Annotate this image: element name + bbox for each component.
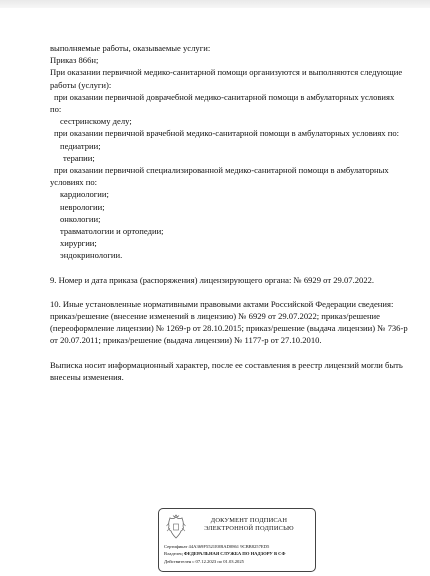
text-line: травматологии и ортопедии; xyxy=(60,226,164,237)
viewer-top-bar xyxy=(0,0,430,8)
text-line: выполняемые работы, оказываемые услуги: xyxy=(50,43,211,53)
text-line: онкологии; xyxy=(60,213,101,224)
text-line: приказ/решение (внесение изменений в лицензию) № 6929 от 29.07.2022; приказ/решение xyxy=(50,311,380,322)
text-line: 10. Иные установленные нормативными правовыми актами Российской Федерации сведения: xyxy=(50,298,394,309)
text-line: при оказании первичной специализированной медико-санитарной помощи в амбулаторных xyxy=(54,165,389,176)
order-number-line: 9. Номер и дата приказа (распоряжения) лицензирующего органа: № 6929 от 29.07.2022. xyxy=(50,274,375,285)
text-line: Приказ 866н; xyxy=(50,55,99,66)
coat-of-arms-icon xyxy=(165,514,187,540)
text-line: работы (услуги): xyxy=(50,79,112,90)
text-line: условиях по: xyxy=(50,177,98,188)
document-page xyxy=(50,42,408,383)
text-line: хирургии; xyxy=(60,238,97,249)
text-line: по: xyxy=(50,104,62,115)
stamp-title: ДОКУМЕНТ ПОДПИСАН ЭЛЕКТРОННОЙ ПОДПИСЬЮ xyxy=(204,517,294,532)
text-line: эндокринологии. xyxy=(60,250,123,261)
text-line: от 20.07.2011; приказ/решение (выдача лицензии) № 1177-р от 27.10.2010. xyxy=(50,335,322,346)
text-line: кардиологии; xyxy=(60,189,109,200)
validity-line: Действителен с 07.12.2023 по 01.03.2025 xyxy=(164,559,244,564)
text-line: (переоформление лицензии) № 1269-р от 28.10.2015; приказ/решение (выдача лицензии) № 736-р xyxy=(50,323,408,334)
text-line: при оказании первичной врачебной медико-санитарной помощи в амбулаторных условиях по: xyxy=(54,128,400,139)
text-line: При оказании первичной медико-санитарной помощи организуются и выполняются следующие xyxy=(50,67,403,78)
text-line: терапии; xyxy=(63,152,95,163)
text-line: педиатрии; xyxy=(60,140,101,151)
certificate-line: Сертификат 44A369F5521E0BAD0861 9CBB8257ED5 xyxy=(164,544,270,549)
electronic-signature-stamp xyxy=(158,508,316,572)
owner-line: Владелец ФЕДЕРАЛЬНАЯ СЛУЖБА ПО НАДЗОРУ В СФ xyxy=(164,551,286,556)
text-line: неврологии; xyxy=(60,201,105,212)
text-line: сестринскому делу; xyxy=(60,116,132,127)
disclaimer-line: Выписка носит информационный характер, после ее составления в реестр лицензий могли быть xyxy=(50,359,403,370)
disclaimer-line: внесены изменения. xyxy=(50,371,124,382)
text-line: при оказании первичной доврачебной медико-санитарной помощи в амбулаторных условиях xyxy=(54,91,395,102)
